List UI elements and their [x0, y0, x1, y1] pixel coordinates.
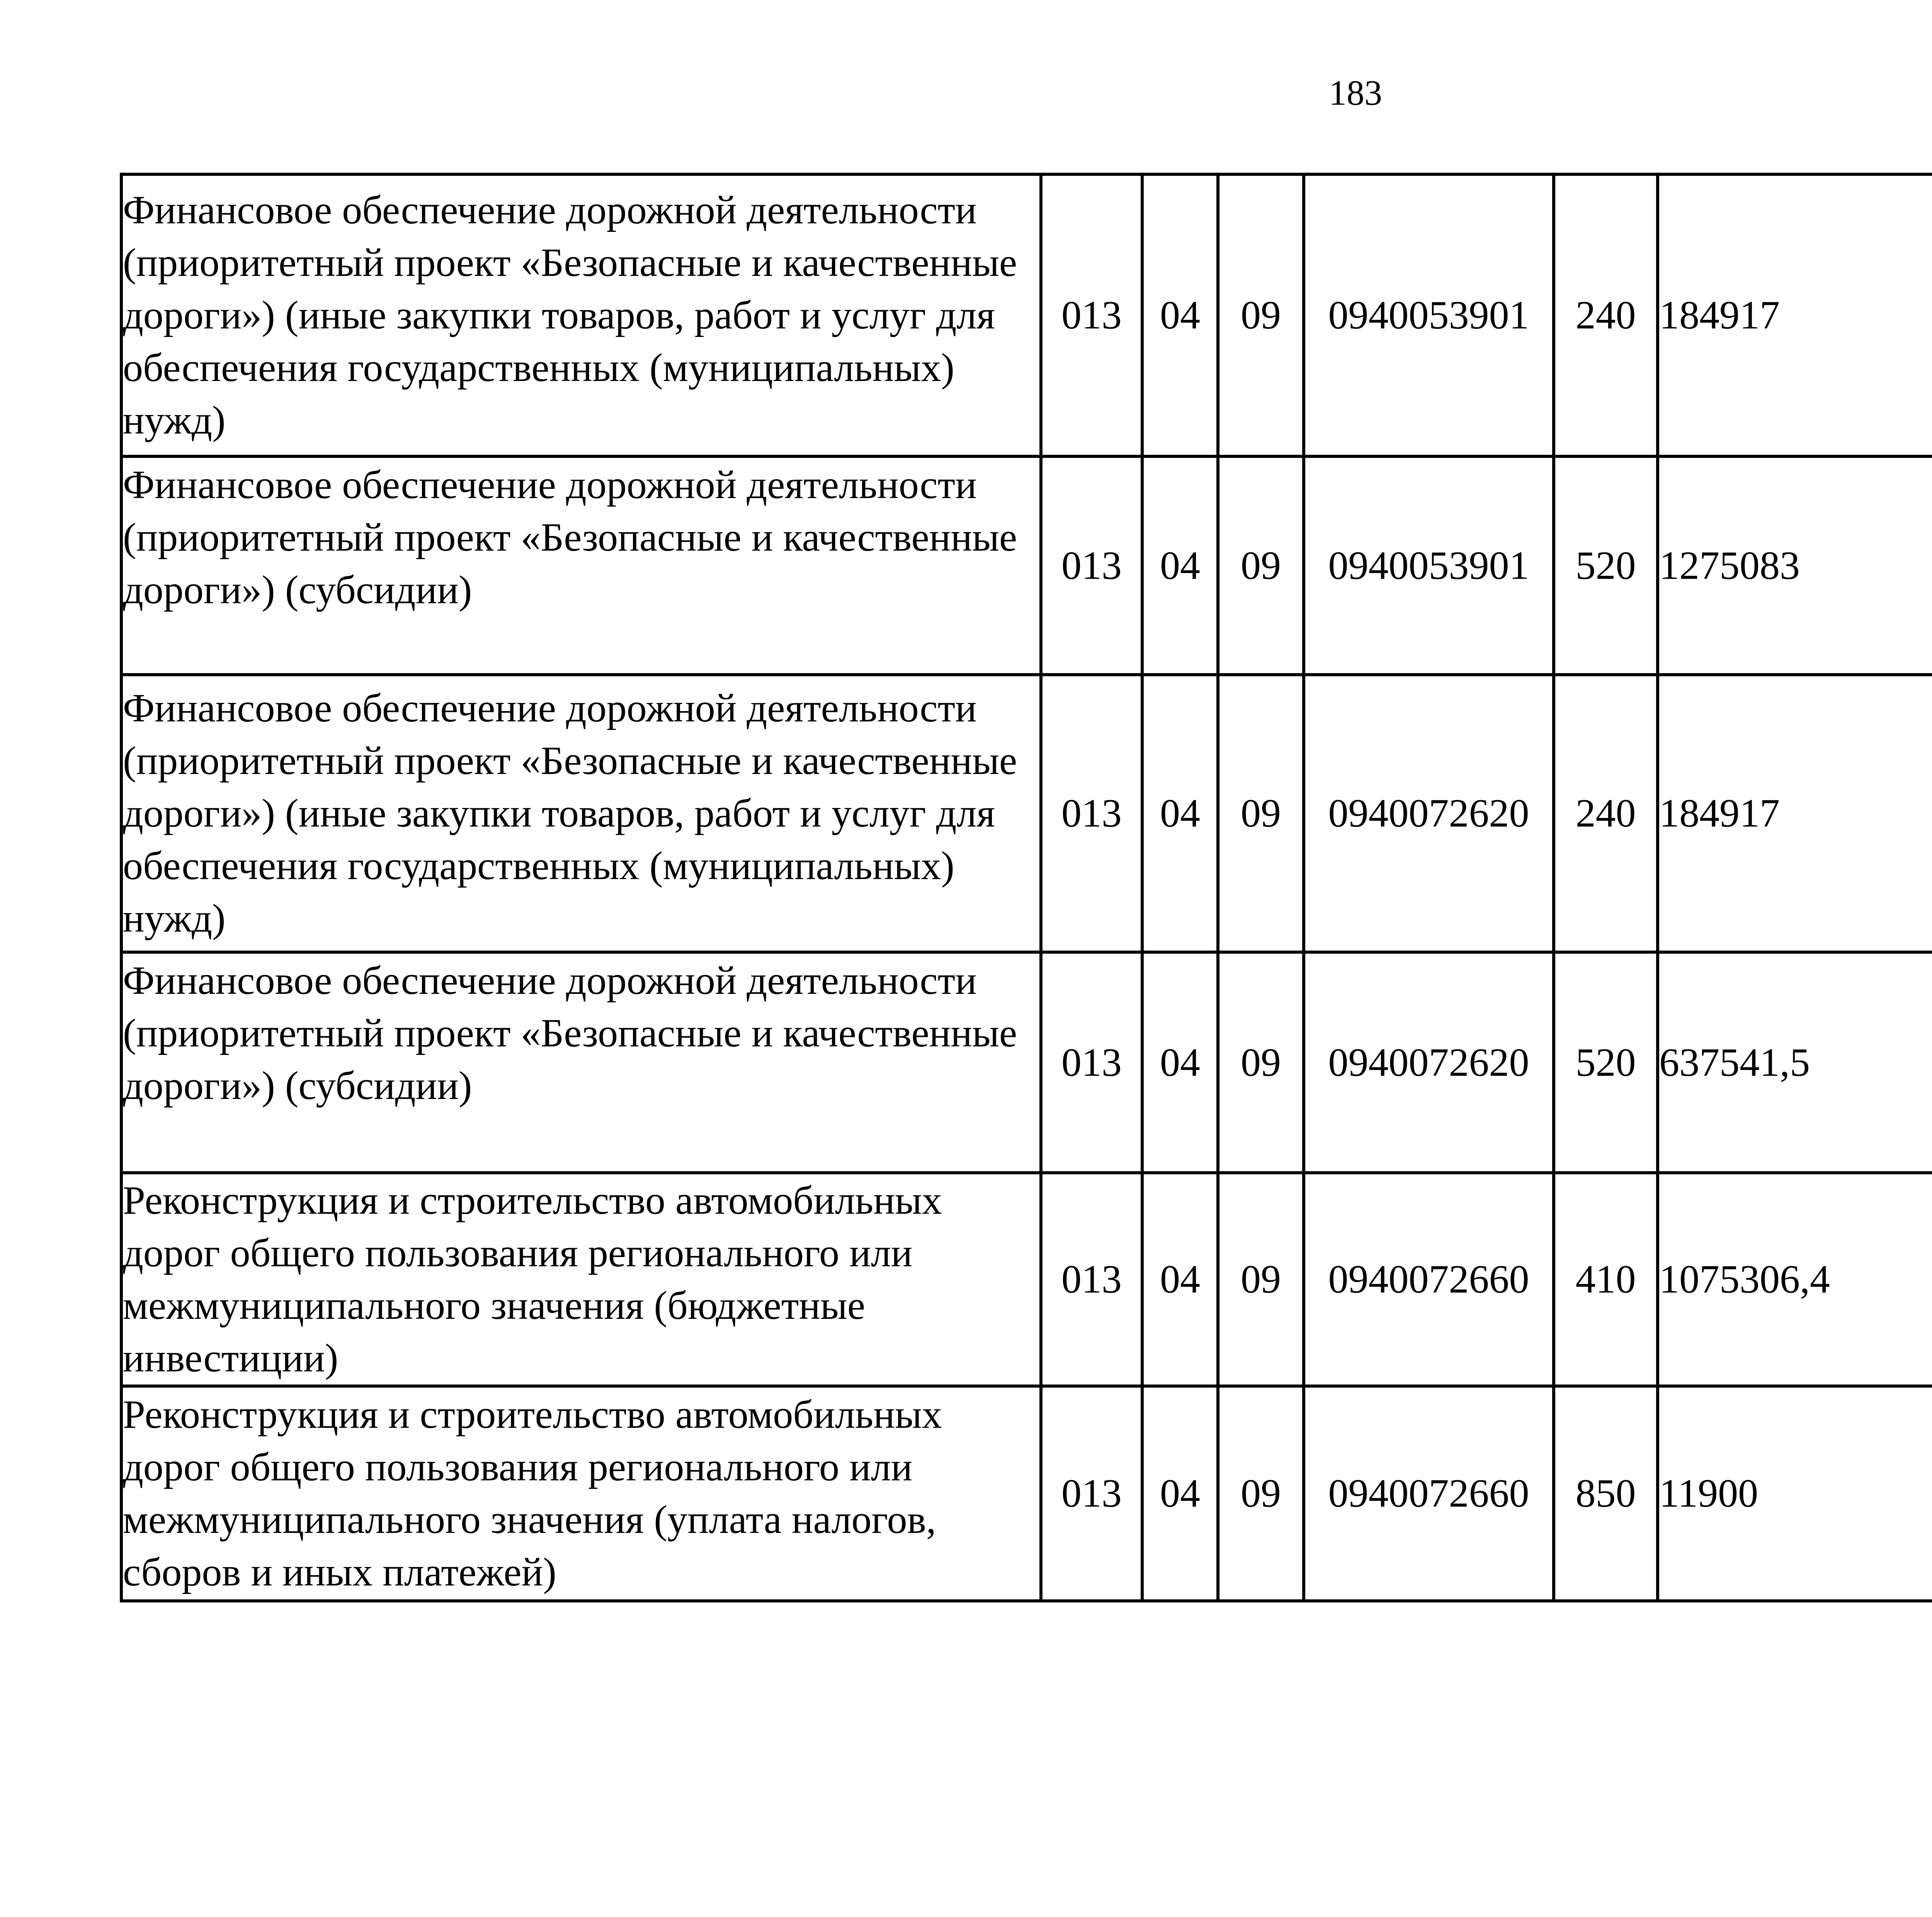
amount-year1-cell: 184917 — [1658, 174, 1932, 456]
amount-year1-cell: 11900 — [1658, 1386, 1932, 1601]
grbs-code-cell: 013 — [1041, 456, 1142, 675]
expense-type-cell: 520 — [1554, 952, 1658, 1173]
item-name-cell: Финансовое обеспечение дорожной деятельности (приоритетный проект «Безопасные и качественные дороги») (иные закупки товаров, работ и услуг для обеспечения государственных (муниципальных) нужд) — [121, 174, 1041, 456]
table-row — [121, 174, 1932, 456]
section-code-cell: 04 — [1142, 1173, 1218, 1386]
item-name-cell: Финансовое обеспечение дорожной деятельности (приоритетный проект «Безопасные и качественные дороги») (субсидии) — [121, 952, 1041, 1173]
amount-year1-cell: 637541,5 — [1658, 952, 1932, 1173]
expense-type-cell: 520 — [1554, 456, 1658, 675]
grbs-code-cell: 013 — [1041, 1173, 1142, 1386]
table-row — [121, 1386, 1932, 1601]
item-name-cell: Реконструкция и строительство автомобильных дорог общего пользования регионального или межмуниципального значения (уплата налогов, сборов и иных платежей) — [121, 1386, 1041, 1601]
subsection-code-cell: 09 — [1218, 1173, 1304, 1386]
target-article-cell: 0940053901 — [1304, 456, 1554, 675]
subsection-code-cell: 09 — [1218, 456, 1304, 675]
subsection-code-cell: 09 — [1218, 174, 1304, 456]
page-number: 183 — [1329, 73, 1382, 112]
table-row — [121, 1173, 1932, 1386]
grbs-code-cell: 013 — [1041, 174, 1142, 456]
subsection-code-cell: 09 — [1218, 1386, 1304, 1601]
expense-type-cell: 850 — [1554, 1386, 1658, 1601]
item-name-cell: Финансовое обеспечение дорожной деятельности (приоритетный проект «Безопасные и качественные дороги») (субсидии) — [121, 456, 1041, 675]
grbs-code-cell: 013 — [1041, 675, 1142, 952]
grbs-code-cell: 013 — [1041, 952, 1142, 1173]
amount-year1-cell: 1275083 — [1658, 456, 1932, 675]
section-code-cell: 04 — [1142, 456, 1218, 675]
expense-type-cell: 240 — [1554, 675, 1658, 952]
target-article-cell: 0940072620 — [1304, 675, 1554, 952]
section-code-cell: 04 — [1142, 174, 1218, 456]
budget-table — [120, 173, 1932, 1602]
section-code-cell: 04 — [1142, 1386, 1218, 1601]
item-name-cell: Реконструкция и строительство автомобильных дорог общего пользования регионального или межмуниципального значения (бюджетные инвестиции) — [121, 1173, 1041, 1386]
expense-type-cell: 410 — [1554, 1173, 1658, 1386]
table-row — [121, 952, 1932, 1173]
grbs-code-cell: 013 — [1041, 1386, 1142, 1601]
target-article-cell: 0940072660 — [1304, 1173, 1554, 1386]
subsection-code-cell: 09 — [1218, 952, 1304, 1173]
target-article-cell: 0940072620 — [1304, 952, 1554, 1173]
table-row — [121, 675, 1932, 952]
subsection-code-cell: 09 — [1218, 675, 1304, 952]
section-code-cell: 04 — [1142, 675, 1218, 952]
table-row — [121, 456, 1932, 675]
amount-year1-cell: 184917 — [1658, 675, 1932, 952]
item-name-cell: Финансовое обеспечение дорожной деятельности (приоритетный проект «Безопасные и качественные дороги») (иные закупки товаров, работ и услуг для обеспечения государственных (муниципальных) нужд) — [121, 675, 1041, 952]
target-article-cell: 0940053901 — [1304, 174, 1554, 456]
amount-year1-cell: 1075306,4 — [1658, 1173, 1932, 1386]
target-article-cell: 0940072660 — [1304, 1386, 1554, 1601]
expense-type-cell: 240 — [1554, 174, 1658, 456]
section-code-cell: 04 — [1142, 952, 1218, 1173]
